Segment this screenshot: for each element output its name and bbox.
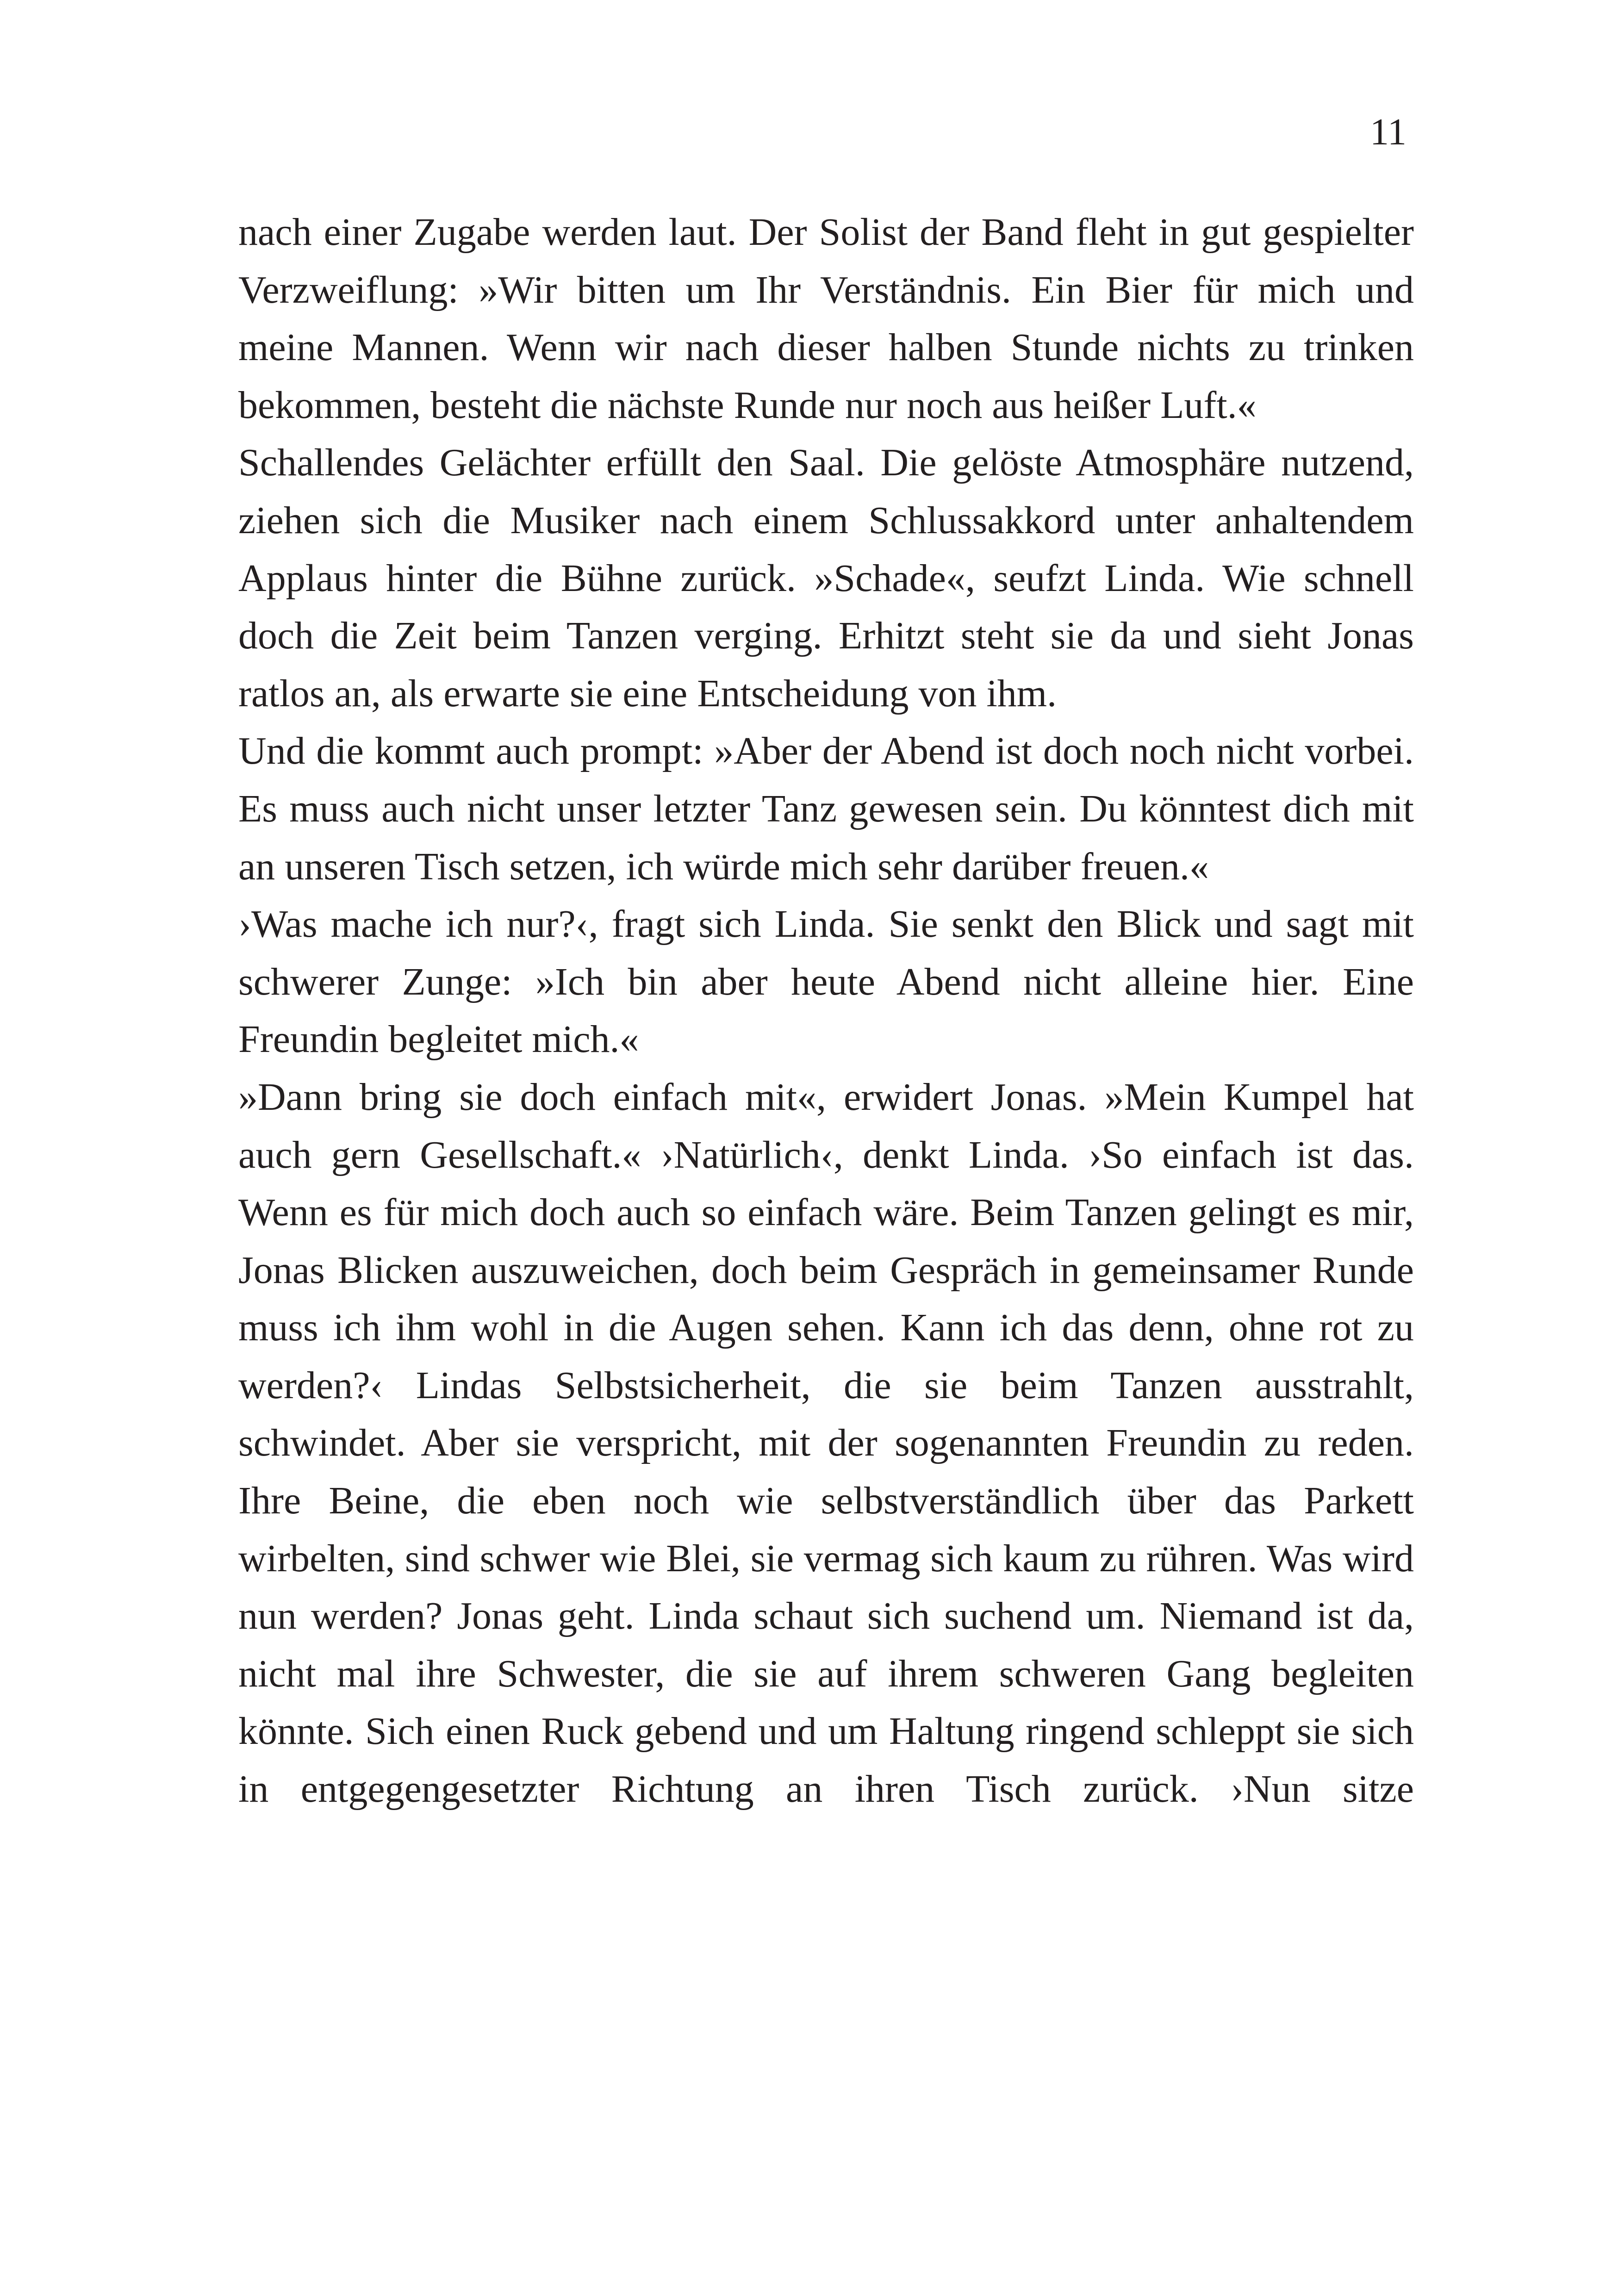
page-number: 11 bbox=[1370, 111, 1406, 153]
paragraph-5: »Dann bring sie doch einfach mit«, erwidert Jonas. »Mein Kumpel hat auch gern Gesellschaft.« ›Natürlich‹, denkt Linda. ›So einfach ist das. Wenn es für mich doch auch so einfach wäre. Beim Tanzen gelingt es mir, Jonas Blicken auszuweichen, doch beim Gespräch in gemeinsamer Runde muss ich ihm wohl in die Augen sehen. Kann ich das denn, ohne rot zu werden?‹ Lindas Selbstsicherheit, die sie beim Tanzen ausstrahlt, schwindet. Aber sie verspricht, mit der sogenannten Freundin zu reden. Ihre Beine, die eben noch wie selbstverständlich über das Parkett wirbelten, sind schwer wie Blei, sie vermag sich kaum zu rühren. Was wird nun werden? Jonas geht. Linda schaut sich suchend um. Niemand ist da, nicht mal ihre Schwester, die sie auf ihrem schweren Gang begleiten könnte. Sich einen Ruck gebend und um Haltung ringend schleppt sie sich in entgegengesetzter Richtung an ihren Tisch zurück. ›Nun sitze bbox=[238, 1075, 1414, 1811]
paragraph-4: ›Was mache ich nur?‹, fragt sich Linda. Sie senkt den Blick und sagt mit schwerer Zunge: »Ich bin aber heute Abend nicht alleine hier. Eine Freundin begleitet mich.« bbox=[238, 902, 1414, 1061]
paragraph-3: Und die kommt auch prompt: »Aber der Abend ist doch noch nicht vorbei. Es muss auch nicht unser letzter Tanz gewesen sein. Du könntest dich mit an unseren Tisch setzen, ich würde mich sehr darüber freuen.« bbox=[238, 729, 1414, 888]
paragraph-1: nach einer Zugabe werden laut. Der Solist der Band fleht in gut gespielter Verzweiflung: »Wir bitten um Ihr Verständnis. Ein Bier für mich und meine Mannen. Wenn wir nach dieser halben Stunde nichts zu trinken bekommen, besteht die nächste Runde nur noch aus heißer Luft.« bbox=[238, 211, 1414, 427]
paragraph-2: Schallendes Gelächter erfüllt den Saal. Die gelöste Atmosphäre nutzend, ziehen sich die Musiker nach einem Schlussakkord unter anhaltendem Applaus hinter die Bühne zurück. »Schade«, seufzt Linda. Wie schnell doch die Zeit beim Tanzen verging. Erhitzt steht sie da und sieht Jonas ratlos an, als erwarte sie eine Entscheidung von ihm. bbox=[238, 441, 1414, 715]
body-text bbox=[238, 204, 1414, 1818]
